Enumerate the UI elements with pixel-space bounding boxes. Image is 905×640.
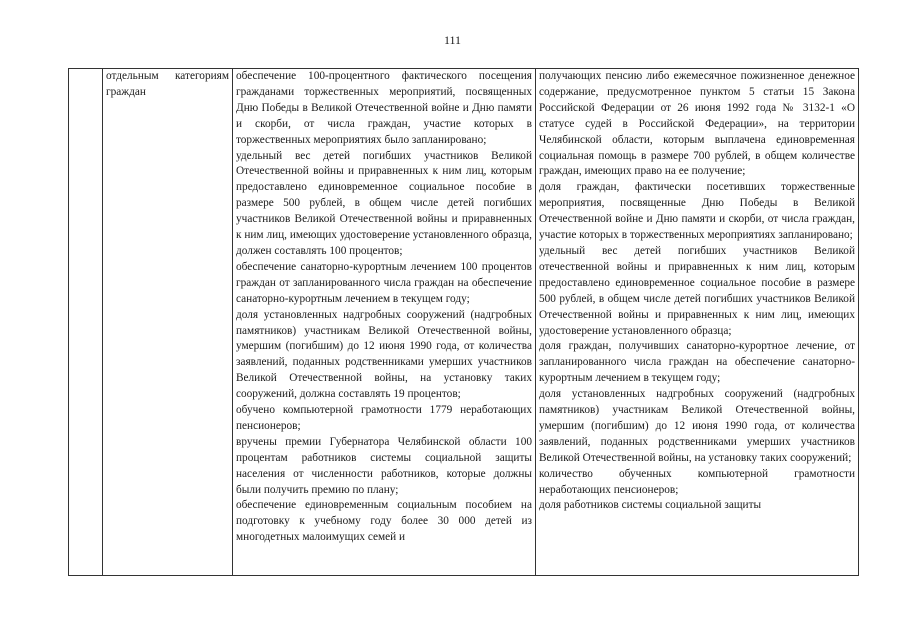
indicator-item: получающих пенсию либо ежемесячное пожизненное денежное содержание, предусмотренное пунктом 5 статьи 15 Закона Российской Федерации от 26 июня 1992 года № 3132-1 «О статусе судей в Российской Федерации», на территории Челябинской области, которым выплачена единовременная социальная помощь в размере 700 рублей, в общем количестве граждан, имеющих право на ее получение; [539,70,855,178]
result-item: обеспечение единовременным социальным пособием на подготовку к учебному году более 30 000 детей из многодетных малоимущих семей и [236,499,532,544]
table-row [69,69,859,576]
indicators-list [539,69,855,514]
page-number: 111 [443,33,462,47]
task-text: отдельным категориям граждан [106,70,229,98]
table-cell-task [103,69,233,576]
result-item: вручены премии Губернатора Челябинской области 100 процентам работников системы социальной защиты населения от численности работников, которые должны были получить премию по плану; [236,435,532,496]
indicator-item: доля граждан, получивших санаторно-курортное лечение, от запланированного числа граждан на обеспечение санаторно-курортным лечением в текущем году; [539,340,855,385]
table-cell-indicators [536,69,859,576]
indicator-item: доля работников системы социальной защиты [539,499,762,512]
indicator-item: удельный вес детей погибших участников Великой отечественной войны и приравненных к ним лиц, которым предоставлено единовременное социальное пособие в размере 500 рублей, в общем числе детей погибших участников Великой Отечественной войны и приравненных к ним лиц, имеющих удостоверение установленного образца; [539,244,855,337]
result-item: обеспечение санаторно-курортным лечением 100 процентов граждан от запланированного числа граждан на обеспечение санаторно-курортным лечением в текущем году; [236,260,532,305]
result-item: удельный вес детей погибших участников Великой Отечественной войны и приравненных к ним лиц, которым предоставлено единовременное социальное пособие в размере 500 рублей, в общем числе детей погибших участников Великой Отечественной войны и приравненных к ним лиц, имеющих удостоверение установленного образца, должен составлять 100 процентов; [236,149,532,257]
table-cell-results [233,69,536,576]
indicator-item: доля граждан, фактически посетивших торжественные мероприятия, посвященные Дню Победы в Великой Отечественной войне и Дню памяти и скорби, от числа граждан, участие которых в торжественных мероприятиях запланировано; [539,181,855,242]
results-list [236,69,532,546]
indicator-item: количество обученных компьютерной грамотности неработающих пенсионеров; [539,467,855,496]
result-item: обучено компьютерной грамотности 1779 неработающих пенсионеров; [236,404,532,432]
table-cell-number [69,69,103,576]
document-table [68,68,859,576]
result-item: обеспечение 100-процентного фактического посещения гражданами торжественных мероприятий, посвященных Дню Победы в Великой Отечественной войне и Дню памяти и скорби, от числа граждан, участие которых в торжественных мероприятиях было запланировано; [236,70,532,146]
result-item: доля установленных надгробных сооружений (надгробных памятников) участникам Великой Отечественной войны, умершим (погибшим) до 12 июня 1990 года, от количества заявлений, поданных родственниками умерших участников Великой Отечественной войны, на установку таких сооружений, должна составлять 19 процентов; [236,308,532,401]
indicator-item: доля установленных надгробных сооружений (надгробных памятников) участникам Великой Отечественной войны, умершим (погибшим) до 12 июня 1990 года, от количества заявлений, поданных родственниками умерших участников Великой Отечественной войны, на установку таких сооружений; [539,388,855,464]
